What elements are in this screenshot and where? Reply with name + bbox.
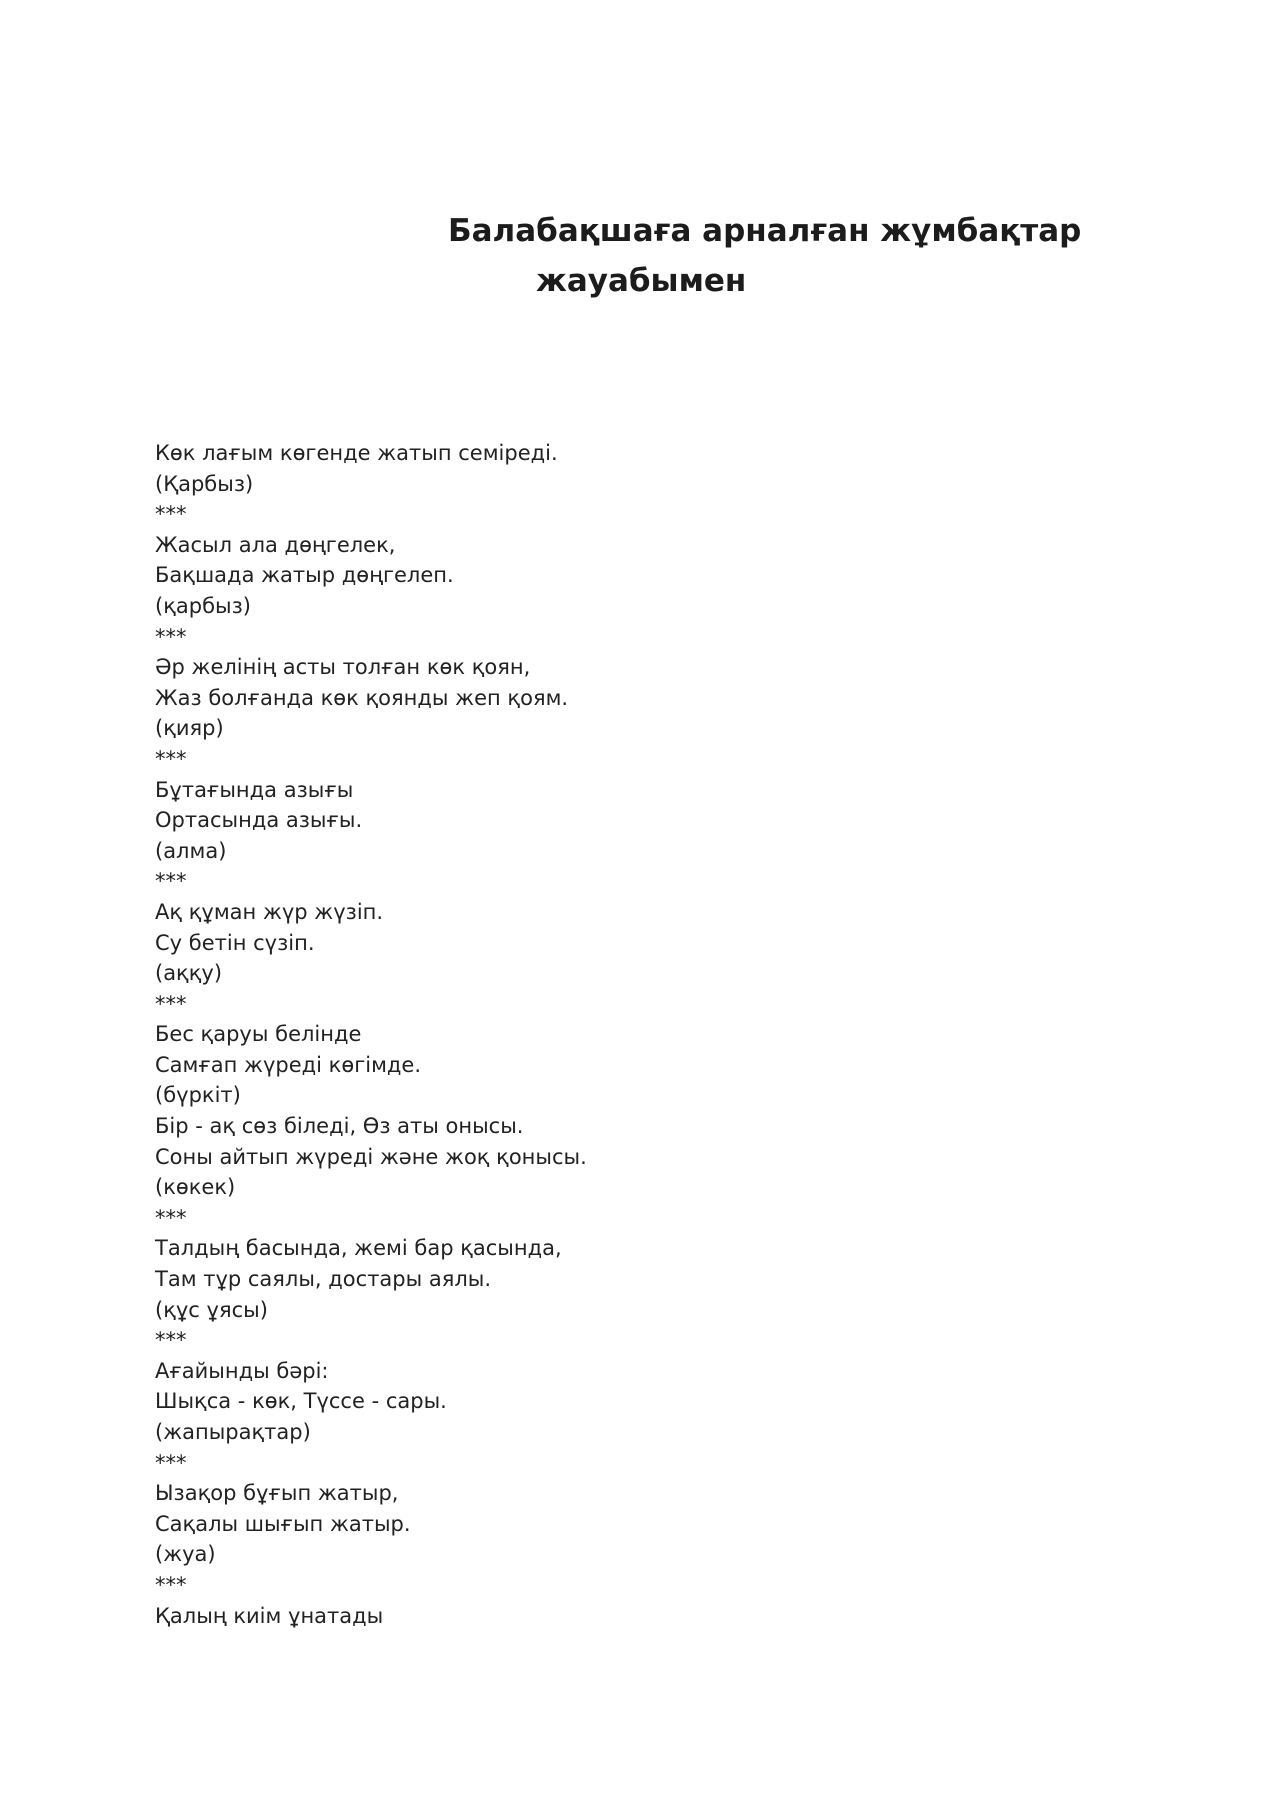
text-line: Жасыл ала дөңгелек, <box>155 532 396 557</box>
separator: *** <box>155 624 187 649</box>
text-line: Бақшада жатыр дөңгелеп. <box>155 563 454 588</box>
text-line: Сақалы шығып жатыр. <box>155 1511 411 1536</box>
riddle-answer: (қияр) <box>155 716 224 741</box>
text-line: Самғап жүреді көгімде. <box>155 1052 422 1077</box>
riddle-answer: (алма) <box>155 838 227 863</box>
text-line: Су бетін сүзіп. <box>155 930 315 955</box>
riddle-answer: (жапырақтар) <box>155 1420 311 1444</box>
text-line: Ағайынды бәрі: <box>155 1358 329 1383</box>
separator: *** <box>155 746 187 771</box>
text-line: Ақ құман жүр жүзіп. <box>155 899 384 924</box>
riddle-answer: (Қарбыз) <box>155 471 254 496</box>
separator: *** <box>155 991 187 1016</box>
text-line: Қалың киім ұнатады <box>155 1603 384 1628</box>
riddles-body <box>155 438 1155 1631</box>
text-line: Соны айтып жүреді және жоқ қонысы. <box>155 1144 587 1169</box>
text-line: Бұтағында азығы <box>155 777 354 802</box>
separator: *** <box>155 1450 187 1475</box>
separator: *** <box>155 1572 187 1597</box>
riddle-answer: (жуа) <box>155 1542 216 1567</box>
separator: *** <box>155 1328 187 1353</box>
text-line: Талдың басында, жемі бар қасында, <box>155 1236 562 1261</box>
text-line: Әр желінің асты толған көк қоян, <box>155 655 531 680</box>
riddle-answer: (аққу) <box>155 961 223 986</box>
separator: *** <box>155 502 187 527</box>
separator: *** <box>155 1205 187 1230</box>
text-line: Шықса - көк, Түссе - сары. <box>155 1389 447 1414</box>
text-line: Жаз болғанда көк қоянды жеп қоям. <box>155 685 569 710</box>
riddle-answer: (бүркіт) <box>155 1083 241 1108</box>
document-title: Балабақшаға арналған жұмбақтар <box>448 213 1082 249</box>
text-line: Бір - ақ сөз біледі, Өз аты онысы. <box>155 1114 524 1139</box>
text-line: Ортасында азығы. <box>155 808 363 833</box>
text-line: Там тұр саялы, достары аялы. <box>155 1267 492 1292</box>
text-line: Бес қаруы белінде <box>155 1022 362 1047</box>
text-line: Ызақор бұғып жатыр, <box>155 1481 399 1506</box>
riddle-answer: (қарбыз) <box>155 593 251 618</box>
separator: *** <box>155 869 187 894</box>
riddle-answer: (құс ұясы) <box>155 1297 268 1322</box>
text-line: Көк лағым көгенде жатып семіреді. <box>155 441 558 465</box>
document-title-continuation: жауабымен <box>536 263 747 299</box>
riddle-answer: (көкек) <box>155 1175 236 1200</box>
